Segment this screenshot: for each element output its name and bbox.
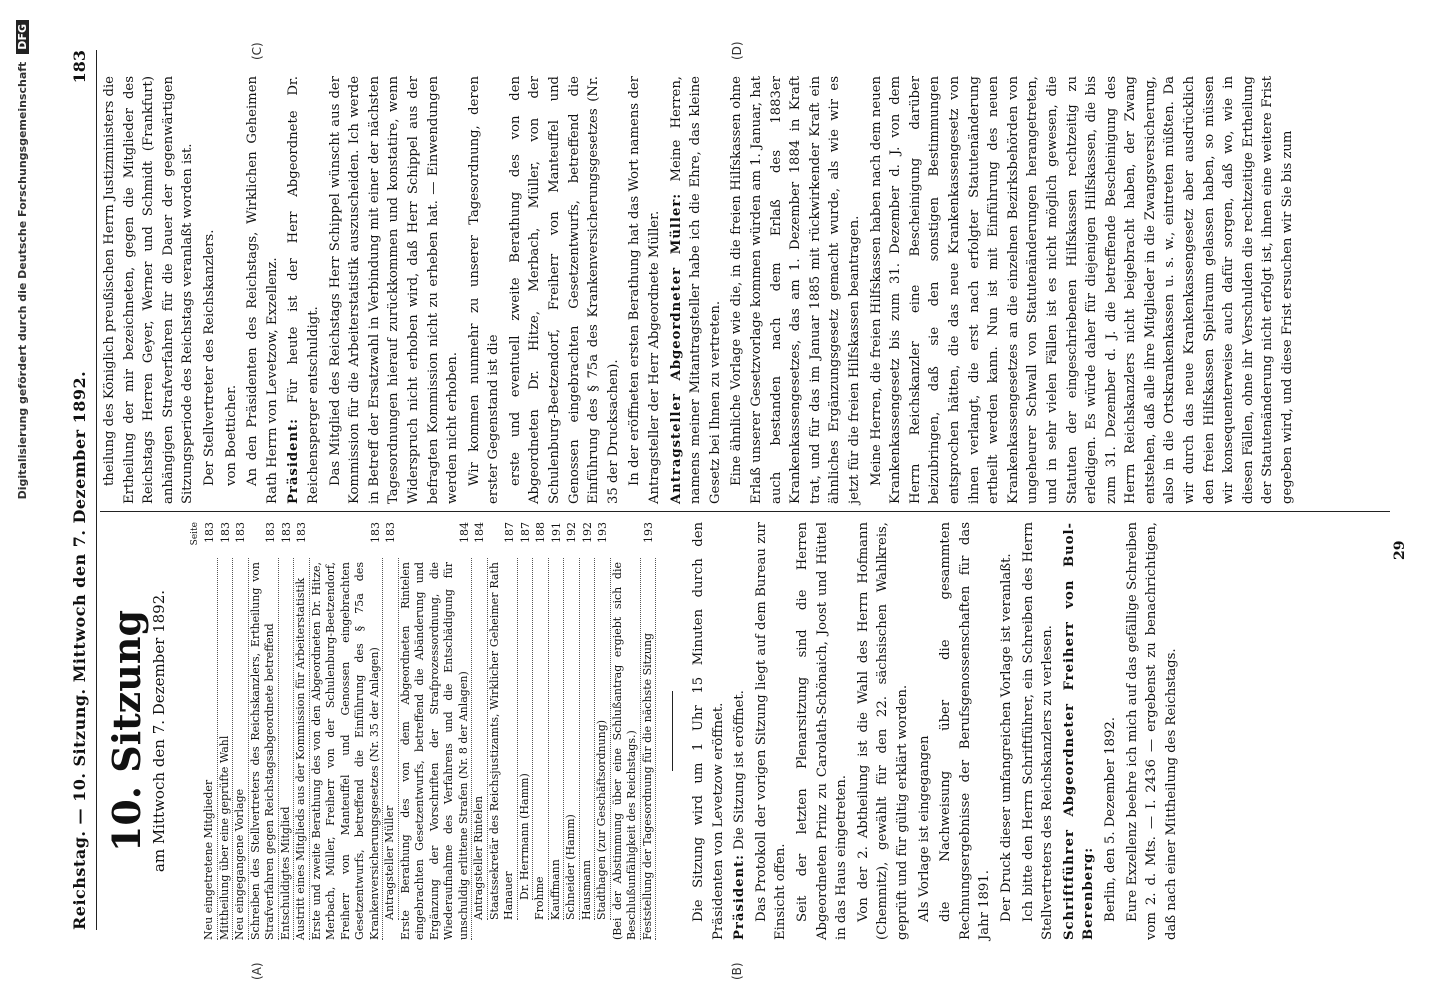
margin-marker-c: (C) [250, 42, 264, 60]
toc-entry-page: 188 [534, 522, 548, 543]
toc-row [472, 522, 488, 940]
toc-row [249, 522, 279, 940]
margin-marker-d: (D) [730, 41, 744, 60]
paragraph-text: Meine Herren, namens meiner Mitantragsteller habe ich die Ehre, das kleine Gesetz bei Ihnen zu vertreten. [668, 76, 723, 504]
section-separator [672, 691, 673, 771]
paragraph [793, 522, 852, 940]
speaker-label: Schriftführer Abgeordneter Freiherr von Buol-Berenberg: [1061, 522, 1097, 940]
toc-row [294, 522, 310, 940]
paragraph-text: Die Sitzung ist eröffnet. [732, 690, 748, 850]
paragraph [1123, 522, 1182, 940]
toc-entry-page: 183 [203, 522, 217, 543]
toc-entry-text: Neu eingegangene Vorlage [233, 558, 249, 940]
dfg-logo: DFG [16, 20, 29, 54]
paragraph-text: Berlin, den 5. Dezember 1892. [1102, 717, 1118, 922]
page-number: 183 [69, 50, 89, 84]
toc-entry-text: Feststellung der Tagesordnung für die nächste Sitzung [641, 558, 657, 940]
session-title: 10. Sitzung [104, 609, 149, 853]
toc-row [564, 522, 580, 940]
toc-entry-page: 187 [503, 522, 517, 543]
right-paragraphs [100, 76, 1298, 504]
toc-entry-text: Erste und zweite Berathung des von den Abgeordneten Dr. Hitze, Merbach, Müller, Freiherr von der Schulenburg-Beetzendorf, Freiherr von Manteuffel und Genossen eingebrachten Gesetzentwurfs, betreffend die Einführung des § 75a des Krankenversicherungsgesetzes (Nr. 35 der Anlagen) [310, 558, 384, 940]
paragraph [326, 76, 463, 504]
paragraph-text: Eure Exzellenz beehre ich mich auf das gefällige Schreiben vom 2. d. Mts. — I. 2436 — ergebenst zu benachrichtigen, daß nach einer Mittheilung des Reichstags. [1124, 522, 1179, 940]
paragraph [689, 522, 728, 940]
toc-entry-page: 192 [580, 522, 594, 543]
toc-entry-page: 183 [384, 522, 398, 543]
paragraph [997, 522, 1017, 940]
toc-entry-text: Dr. Herrmann (Hamm) [518, 558, 534, 900]
toc-entry-page: 183 [234, 522, 248, 543]
right-column [100, 76, 1300, 504]
paragraph [284, 76, 323, 504]
paragraph [200, 76, 220, 504]
toc-row [488, 522, 518, 940]
toc-entry-page: 192 [565, 522, 579, 543]
paragraph-text: In der eröffneten ersten Berathung hat das Wort namens der Antragsteller der Herr Abgeordnete Müller. [627, 76, 663, 504]
paragraph-text: die Nachweisung über die gesammten Rechnungsergebnisse der Berufsgenossenschaften für das Jahr 1891. [938, 522, 993, 940]
paragraph [854, 522, 913, 940]
paragraph-text: Die Sitzung wird um 1 Uhr 15 Minuten durch den Präsidenten von Levetzow eröffnet. [691, 522, 726, 940]
toc-seite-label: Seite [189, 522, 200, 546]
toc-row [202, 522, 218, 940]
paragraph-text: Ich bitte den Herrn Schriftführer, ein Schreiben des Herrn Stellvertreters des Reichskanzlers zu verlesen. [1020, 522, 1056, 940]
margin-marker-a: (A) [250, 962, 264, 980]
digitization-text: Digitalisierung gefördert durch die Deutsche Forschungsgemeinschaft [15, 61, 29, 500]
page-header [62, 50, 97, 930]
toc-row [518, 522, 534, 940]
footer-number: 29 [1392, 540, 1408, 560]
toc-row [310, 522, 384, 940]
toc-list [202, 522, 656, 940]
paragraph-text: erste und eventuell zweite Berathung des von den Abgeordneten Dr. Hitze, Merbach, Müller, von der Schulenburg-Beetzendorf, Freiherr von Manteuffel und Genossen eingebrachten Gesetzentwurfs, betreffend die Einführung des § 75a des Krankenversicherungsgesetzes (Nr. 35 der Drucksachen). [507, 76, 621, 504]
paragraph [1019, 522, 1058, 940]
toc-row [549, 522, 565, 940]
toc-entry-text: Antragsteller Rintelen [472, 558, 488, 920]
paragraph-text: Für heute ist der Herr Abgeordnete Dr. Reichensperger entschuldigt. [286, 76, 321, 504]
toc-entry-page: 184 [473, 522, 487, 543]
paragraph [1101, 522, 1121, 940]
paragraph [727, 76, 864, 504]
toc-entry-text: (Bei der Abstimmung über eine Schlußantrag ergiebt sich die Beschlußunfähigkeit des Reichstags.) [611, 558, 641, 940]
toc-row [383, 522, 399, 940]
session-date: am Mittwoch den 7. Dezember 1892. [150, 589, 168, 873]
column-rule [100, 511, 1390, 512]
toc-entry-text: Schreiben des Stellvertreters des Reichskanzlers, Ertheilung von Strafverfahren gegen Reichstagsabgeordnete betreffend [249, 558, 279, 940]
toc-entry-page: 183 [279, 522, 293, 543]
toc-entry-text: Staatssekretär des Reichsjustizamts, Wirklicher Geheimer Rath Hanauer [488, 558, 518, 920]
toc-entry-page: 183 [218, 522, 232, 543]
paragraph [752, 522, 791, 940]
toc-row [595, 522, 611, 940]
left-column [100, 522, 1183, 940]
toc-row [399, 522, 473, 940]
speaker-label: Präsident: [732, 853, 748, 940]
toc-entry-text: Erste Berathung des von dem Abgeordneten Rintelen eingebrachten Gesetzentwurfs, betreffend die Abänderung und Ergänzung der Vorschriften der Strafprozessordnung, die Wiederaufnahme des Verfahrens und die Entschädigung für unschuldig erlittene Strafen (Nr. 8 der Anlagen) [399, 558, 473, 940]
paragraph [915, 522, 935, 940]
toc-entry-page: 183 [295, 522, 309, 543]
paragraph-text: Das Protokoll der vorigen Sitzung liegt auf dem Bureau zur Einsicht offen. [753, 522, 789, 940]
toc-entry-text: Antragsteller Müller [383, 558, 399, 920]
toc-entry-text: Entschuldigtes Mitglied [279, 558, 295, 940]
toc-entry-text: Stadthagen (zur Geschäftsordnung) [595, 558, 611, 920]
toc-entry-text: Austritt eines Mitglieds aus der Kommission für Arbeiterstatistik [294, 558, 310, 940]
paragraph-text: Der Stellvertreter des Reichskanzlers. [201, 229, 217, 486]
paragraph-text: Von der 2. Abtheilung ist die Wahl des Herrn Hofmann (Chemnitz), gewählt für den 22. sächsischen Wahlkreis, geprüft und für gültig erklärt worden. [855, 522, 911, 940]
digitization-notice [2, 20, 42, 920]
toc-row [218, 522, 234, 940]
paragraph-text: von Boetticher. [223, 384, 239, 486]
paragraph [867, 76, 1298, 504]
paragraph-text: Wir kommen nunmehr zu unserer Tagesordnung, deren erster Gegenstand ist die [466, 76, 502, 504]
paragraph-text: Als Vorlage ist eingegangen [916, 735, 932, 922]
toc-entry-text: Kauffmann [549, 558, 565, 920]
toc-entry-page: 183 [264, 522, 278, 543]
toc-entry-text: Frohme [533, 558, 549, 920]
toc-row [611, 522, 641, 940]
toc-row [580, 522, 596, 940]
toc-entry-page: 193 [596, 522, 610, 543]
paragraph [506, 76, 624, 504]
toc-row [641, 522, 657, 940]
paragraph-text: Das Mitglied des Reichstags Herr Schippel wünscht aus der Kommission für die Arbeiterstatistik auszuscheiden. Ich werde in Betreff der Ersatzwahl in Verbindung mit einer der nächsten Tagesordnungen hierauf zurückkommen und konstatire, wenn Widerspruch nicht erhoben wird, daß Herr Schippel aus der befragten Kommission nicht zu erheben hat. — Einwendungen werden nicht erhoben. [327, 76, 461, 504]
paragraph [667, 76, 726, 504]
toc-entry-page: 191 [549, 522, 563, 543]
toc-row [279, 522, 295, 940]
toc-row [233, 522, 249, 940]
toc-entry-text: Mittheilung über eine geprüfte Wahl [218, 558, 234, 940]
toc-entry-page: 183 [368, 522, 382, 543]
table-of-contents [188, 522, 657, 940]
toc-entry-page: 193 [641, 522, 655, 543]
paragraph-text: Eine ähnliche Vorlage wie die, in die freien Hilfskassen ohne Erlaß unserer Gesetzvorlage kommen würden am 1. Januar, hat auch bestanden nach dem Erlaß des 1883er Krankenkassengesetzes, das am 1. Dezember 1884 in Kraft trat, und für das im Januar 1885 mit rückwirkender Kraft ein ähnliches Ergänzungsgesetz gemacht wurde, als wie wir es jetzt für die freien Hilfskassen beantragen. [729, 76, 862, 504]
paragraph-text: Der Druck dieser umfangreichen Vorlage ist veranlaßt. [999, 553, 1014, 922]
toc-entry-page: 187 [518, 522, 532, 543]
paragraph [100, 76, 198, 504]
paragraph-text: An den Präsidenten des Reichstags, Wirklichen Geheimen Rath Herrn von Levetzow, Exzellenz. [245, 76, 280, 504]
speaker-label: Antragsteller Abgeordneter Müller: [668, 192, 684, 504]
toc-entry-page: 184 [457, 522, 471, 543]
toc-row [533, 522, 549, 940]
left-paragraphs [689, 522, 1181, 940]
paragraph [1060, 522, 1099, 940]
paragraph [222, 76, 242, 504]
paragraph [936, 522, 995, 940]
speaker-label: Präsident: [286, 417, 302, 504]
paragraph [625, 76, 664, 504]
paragraph-text: Meine Herren, die freien Hilfskassen haben nach dem neuen Krankenkassengesetz bis zum 31. Dezember d. J. von dem Herrn Reichskanzler eine Bescheinigung darüber beizubringen, daß sie den sonstigen Bestimmungen entsprochen hätten, die das neue Krankenkassengesetz von ihnen verlangt, die erst nach erfolgter Statutenänderung ertheilt werden kann. Nun ist mit Einführung des neuen Krankenkassengesetzes an die einzelnen Bezirksbehörden von ungeheurer Schwall von Statutenänderungen herangetreten, und in sehr vielen Fällen ist es nicht möglich gewesen, die Statuten der eingeschriebenen Hilfskassen rechtzeitig zu erledigen. Es würde daher für diejenigen Hilfskassen, die bis zum 31. Dezember d. J. die betreffende Bescheinigung des Herrn Reichskanzlers nicht beigebracht haben, der Zwang entstehen, daß alle ihre Mitglieder in die Zwangsversicherung, also in die Ortskrankenkassen u. s. w., eintreten müßten. Da wir durch das neue Krankenkassengesetz aber ausdrücklich den freien Hilfskassen Spielraum gelassen haben, so müssen wir konsequenterweise auch dafür sorgen, daß wo, wie in diesen Fällen, ohne ihr Verschulden die rechtzeitige Ertheilung der Statutenänderung nicht erfolgt ist, ihnen eine weitere Frist gegeben wird, und diese Frist ersuchen wir Sie bis zum [868, 76, 1296, 504]
toc-entry-text: Neu eingetretene Mitglieder [202, 558, 218, 940]
paragraph-text: theilung des Königlich preußischen Herrn Justizministers die Ertheilung der mir bezeichneten, gegen die Mitglieder des Reichstags Herren Geyer, Werner und Schmidt (Frankfurt) anhängigen Strafverfahren für die Dauer der gegenwärtigen Sitzungsperiode des Reichstags veranlaßt worden ist. [102, 76, 196, 504]
paragraph-text: Seit der letzten Plenarsitzung sind die Herren Abgeordneten Prinz zu Carolath-Schönaich, Joost und Hüttel in das Haus eingetreten. [795, 522, 850, 940]
toc-entry-text: Schneider (Hamm) [564, 558, 580, 920]
paragraph [730, 522, 750, 940]
toc-entry-text: Hausmann [580, 558, 596, 920]
paragraph [243, 76, 282, 504]
paragraph [465, 76, 504, 504]
margin-marker-b: (B) [730, 962, 744, 980]
running-head: Reichstag. — 10. Sitzung. Mittwoch den 7. Dezember 1892. [69, 370, 89, 930]
